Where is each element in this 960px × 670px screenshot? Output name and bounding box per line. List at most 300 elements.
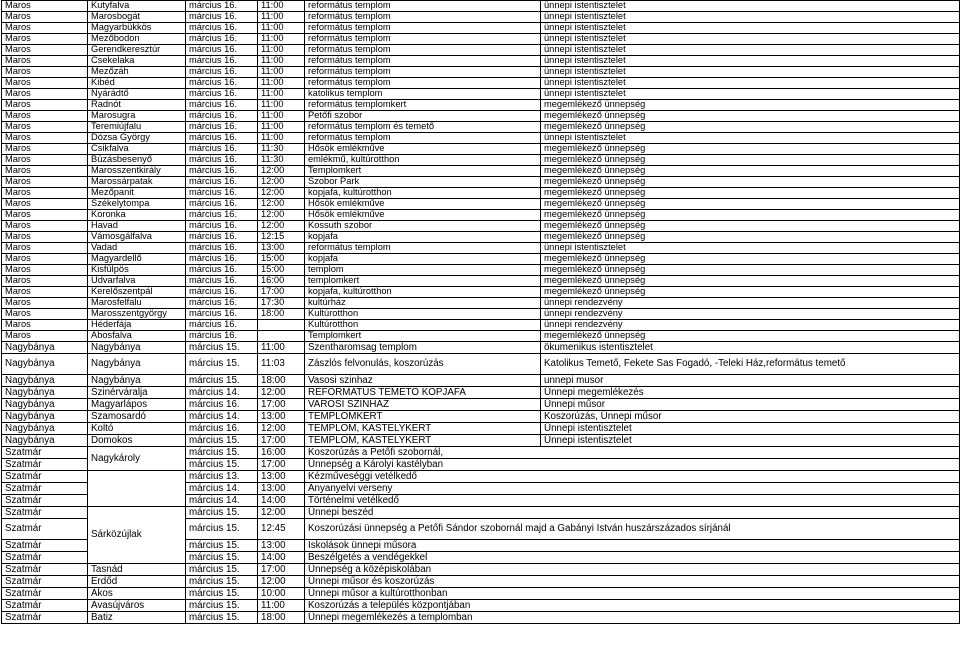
event-cell: ökumenikus istentisztelet [541,342,960,354]
county-cell: Nagybánya [2,411,88,423]
town-cell: Nyárádtő [88,89,186,100]
town-cell: Csekelaka [88,56,186,67]
county-cell: Maros [2,254,88,265]
event-cell: ünnepi istentisztelet [541,12,960,23]
venue-cell: Ünnepi műsor és koszorúzás [305,576,960,588]
venue-cell: kopjafa, kultúrotthon [305,287,541,298]
county-cell: Nagybánya [2,423,88,435]
time-cell: 11:00 [258,78,305,89]
county-cell: Maros [2,89,88,100]
time-cell: 13:00 [258,411,305,423]
table-row [2,254,960,265]
venue-cell: TEMPLOMKERT [305,411,541,423]
event-cell: megemlékező ünnepség [541,111,960,122]
date-cell: március 15. [186,435,258,447]
county-cell: Maros [2,309,88,320]
event-cell: ünnepi rendezvény [541,298,960,309]
county-cell: Nagybánya [2,375,88,387]
event-cell: ünnepi istentisztelet [541,89,960,100]
venue-cell: TEMPLOM, KASTELYKERT [305,423,541,435]
date-cell: március 16. [186,320,258,331]
county-cell: Maros [2,12,88,23]
table-row [2,1,960,12]
venue-cell: Hősök emlékműve [305,210,541,221]
table-row [2,342,960,354]
event-cell: megemlékező ünnepség [541,276,960,287]
table-row [2,612,960,624]
venue-cell: Kultúrotthon [305,309,541,320]
time-cell: 16:00 [258,447,305,459]
county-cell: Szatmár [2,519,88,540]
town-cell: Mezőbodon [88,34,186,45]
time-cell: 15:00 [258,265,305,276]
event-cell: ünnepi istentisztelet [541,243,960,254]
event-cell: megemlékező ünnepség [541,331,960,342]
town-cell: Marossárpatak [88,177,186,188]
table-row [2,375,960,387]
town-cell: Nagybánya [88,342,186,354]
town-cell: Kutyfalva [88,1,186,12]
time-cell: 12:00 [258,387,305,399]
town-cell: Radnót [88,100,186,111]
time-cell: 13:00 [258,243,305,254]
county-cell: Szatmár [2,564,88,576]
date-cell: március 16. [186,12,258,23]
county-cell: Szatmár [2,459,88,471]
event-cell: Ünnepi megemlékezés [541,387,960,399]
event-cell: Ünnepi műsor [541,399,960,411]
date-cell: március 16. [186,287,258,298]
county-cell: Maros [2,287,88,298]
county-cell: Maros [2,177,88,188]
date-cell: március 16. [186,298,258,309]
maros-events-table [1,0,960,342]
table-row [2,89,960,100]
event-cell: ünnepi istentisztelet [541,56,960,67]
table-row [2,276,960,287]
venue-cell: református templom [305,67,541,78]
time-cell: 12:00 [258,210,305,221]
date-cell: március 16. [186,89,258,100]
time-cell: 11:00 [258,67,305,78]
town-cell: Udvarfalva [88,276,186,287]
town-cell: Tasnád [88,564,186,576]
time-cell: 12:00 [258,576,305,588]
table-row [2,331,960,342]
venue-cell: Iskolások ünnepi műsora [305,540,960,552]
county-cell: Maros [2,45,88,56]
table-row [2,122,960,133]
county-cell: Maros [2,210,88,221]
date-cell: március 15. [186,375,258,387]
venue-cell: Hősök emlékműve [305,144,541,155]
town-cell: Teremiújfalu [88,122,186,133]
venue-cell: kopjafa [305,232,541,243]
time-cell: 17:00 [258,435,305,447]
venue-cell: REFORMATUS TEMETO KOPJAFA [305,387,541,399]
table-row [2,166,960,177]
table-row [2,507,960,519]
table-row [2,177,960,188]
time-cell [258,331,305,342]
table-row [2,243,960,254]
time-cell: 11:00 [258,45,305,56]
nagybanya-szatmar-events-table [1,341,960,624]
county-cell: Szatmár [2,471,88,483]
event-cell: ünnepi istentisztelet [541,1,960,12]
county-cell: Maros [2,122,88,133]
table-row [2,435,960,447]
date-cell: március 16. [186,111,258,122]
venue-cell: református templom [305,133,541,144]
venue-cell: Ünnepi beszéd [305,507,960,519]
time-cell: 12:00 [258,177,305,188]
date-cell: március 16. [186,331,258,342]
event-cell: Katolikus Temető, Fekete Sas Fogadó, -Teleki Ház,református temető [541,354,960,375]
time-cell: 13:00 [258,540,305,552]
date-cell: március 15. [186,447,258,459]
county-cell: Szatmár [2,612,88,624]
venue-cell: kultúrház [305,298,541,309]
date-cell: március 16. [186,254,258,265]
town-cell: Mezőpanit [88,188,186,199]
date-cell: március 16. [186,100,258,111]
town-cell: Koronka [88,210,186,221]
county-cell: Maros [2,144,88,155]
venue-cell: emlékmű, kultúrotthon [305,155,541,166]
maros-events-body [2,1,960,342]
town-cell: Sárközújlak [88,507,186,564]
county-cell: Szatmár [2,588,88,600]
time-cell: 12:00 [258,166,305,177]
county-cell: Szatmár [2,600,88,612]
date-cell: március 15. [186,576,258,588]
table-row [2,387,960,399]
time-cell: 13:00 [258,483,305,495]
date-cell: március 16. [186,399,258,411]
date-cell: március 16. [186,133,258,144]
county-cell: Maros [2,1,88,12]
time-cell: 17:00 [258,399,305,411]
time-cell: 11:00 [258,23,305,34]
event-cell: megemlékező ünnepség [541,287,960,298]
nagybanya-szatmar-events-body [2,342,960,624]
time-cell: 11:00 [258,600,305,612]
time-cell: 11:00 [258,56,305,67]
time-cell: 12:00 [258,199,305,210]
county-cell: Szatmár [2,540,88,552]
time-cell: 13:00 [258,471,305,483]
town-cell: Gerendkeresztúr [88,45,186,56]
county-cell: Maros [2,232,88,243]
county-cell: Maros [2,331,88,342]
date-cell: március 16. [186,34,258,45]
date-cell: március 14. [186,495,258,507]
date-cell: március 16. [186,166,258,177]
time-cell: 12:00 [258,423,305,435]
event-cell: megemlékező ünnepség [541,188,960,199]
time-cell: 11:00 [258,89,305,100]
date-cell: március 15. [186,612,258,624]
town-cell: Székelytompa [88,199,186,210]
date-cell: március 15. [186,342,258,354]
table-row [2,210,960,221]
time-cell: 12:15 [258,232,305,243]
event-cell: megemlékező ünnepség [541,221,960,232]
county-cell: Maros [2,199,88,210]
event-cell: ünnepi rendezvény [541,309,960,320]
venue-cell: Ünnepi megemlékezés a templomban [305,612,960,624]
table-row [2,320,960,331]
county-cell: Szatmár [2,576,88,588]
time-cell: 15:00 [258,254,305,265]
venue-cell: Koszorúzási ünnepség a Petőfi Sándor szobornál majd a Gabányi István huszárszázados sírjánál [305,519,960,540]
venue-cell: Vasosi szinhaz [305,375,541,387]
town-cell: Batiz [88,612,186,624]
time-cell: 11:00 [258,100,305,111]
town-cell: Magyarbükkös [88,23,186,34]
table-row [2,188,960,199]
county-cell: Szatmár [2,552,88,564]
venue-cell: Ünnepség a középiskolában [305,564,960,576]
date-cell: március 16. [186,221,258,232]
event-cell: ünnepi istentisztelet [541,78,960,89]
time-cell: 10:00 [258,588,305,600]
table-row [2,221,960,232]
time-cell: 12:45 [258,519,305,540]
county-cell: Szatmár [2,483,88,495]
venue-cell: református templom [305,12,541,23]
table-row [2,23,960,34]
table-row [2,411,960,423]
town-cell: Ákos [88,588,186,600]
venue-cell: Beszélgetés a vendégekkel [305,552,960,564]
date-cell: március 16. [186,155,258,166]
town-cell: Mezőzáh [88,67,186,78]
date-cell: március 15. [186,564,258,576]
date-cell: március 16. [186,78,258,89]
date-cell: március 16. [186,309,258,320]
date-cell: március 14. [186,387,258,399]
town-cell: Marosszentkirály [88,166,186,177]
date-cell: március 16. [186,199,258,210]
event-cell: unnepi musor [541,375,960,387]
town-cell: Erdőd [88,576,186,588]
date-cell: március 15. [186,588,258,600]
time-cell: 11:00 [258,133,305,144]
town-cell: Kisfülpös [88,265,186,276]
event-cell: megemlékező ünnepség [541,254,960,265]
venue-cell: református templom [305,23,541,34]
venue-cell: Történelmi vetélkedő [305,495,960,507]
town-cell: Domokos [88,435,186,447]
time-cell [258,320,305,331]
table-row [2,564,960,576]
time-cell: 11:03 [258,354,305,375]
table-row [2,287,960,298]
date-cell: március 15. [186,540,258,552]
town-cell: Nagybánya [88,354,186,375]
county-cell: Maros [2,111,88,122]
table-row [2,78,960,89]
venue-cell: Petőfi szobor [305,111,541,122]
date-cell: március 16. [186,67,258,78]
venue-cell: Hősök emlékműve [305,199,541,210]
town-cell: Nagybánya [88,375,186,387]
town-cell: Kerelőszentpál [88,287,186,298]
venue-cell: templom [305,265,541,276]
date-cell: március 15. [186,459,258,471]
venue-cell: Anyanyelvi verseny [305,483,960,495]
town-cell: Csikfalva [88,144,186,155]
date-cell: március 16. [186,23,258,34]
county-cell: Maros [2,34,88,45]
town-cell: Koltó [88,423,186,435]
time-cell: 11:30 [258,155,305,166]
time-cell: 18:00 [258,612,305,624]
event-cell: ünnepi rendezvény [541,320,960,331]
event-cell: ünnepi istentisztelet [541,133,960,144]
date-cell: március 13. [186,471,258,483]
date-cell: március 16. [186,144,258,155]
table-row [2,199,960,210]
venue-cell: Koszorúzás a Petőfi szobornál, [305,447,960,459]
date-cell: március 16. [186,265,258,276]
venue-cell: református templom [305,243,541,254]
county-cell: Maros [2,78,88,89]
table-row [2,447,960,459]
table-row [2,34,960,45]
town-cell: Abosfalva [88,331,186,342]
town-cell: Avasújváros [88,600,186,612]
venue-cell: Szentharomsag templom [305,342,541,354]
table-row [2,232,960,243]
town-cell: Vadad [88,243,186,254]
town-cell [88,471,186,507]
table-row [2,298,960,309]
town-cell: Marosfelfalu [88,298,186,309]
time-cell: 11:00 [258,34,305,45]
table-row [2,12,960,23]
time-cell: 14:00 [258,495,305,507]
date-cell: március 15. [186,552,258,564]
event-cell: megemlékező ünnepség [541,155,960,166]
table-row [2,600,960,612]
event-cell: megemlékező ünnepség [541,166,960,177]
venue-cell: református templomkert [305,100,541,111]
county-cell: Szatmár [2,495,88,507]
county-cell: Maros [2,155,88,166]
county-cell: Maros [2,23,88,34]
venue-cell: református templom [305,78,541,89]
table-row [2,399,960,411]
event-cell: megemlékező ünnepség [541,265,960,276]
event-cell: Koszorúzás, Ünnepi műsor [541,411,960,423]
venue-cell: Ünnepség a Károlyi kastélyban [305,459,960,471]
event-cell: megemlékező ünnepség [541,210,960,221]
venue-cell: Templomkert [305,166,541,177]
time-cell: 18:00 [258,309,305,320]
venue-cell: katolikus templom [305,89,541,100]
time-cell: 11:00 [258,122,305,133]
table-row [2,100,960,111]
town-cell: Kibéd [88,78,186,89]
table-row [2,144,960,155]
table-row [2,423,960,435]
time-cell: 17:30 [258,298,305,309]
table-row [2,588,960,600]
county-cell: Maros [2,265,88,276]
table-row [2,56,960,67]
time-cell: 17:00 [258,564,305,576]
venue-cell: református templom [305,45,541,56]
venue-cell: református templom [305,34,541,45]
event-cell: ünnepi istentisztelet [541,45,960,56]
time-cell: 12:00 [258,188,305,199]
date-cell: március 15. [186,600,258,612]
county-cell: Maros [2,298,88,309]
venue-cell: Kossuth szobor [305,221,541,232]
table-row [2,471,960,483]
date-cell: március 16. [186,276,258,287]
time-cell: 12:00 [258,507,305,519]
county-cell: Maros [2,67,88,78]
table-row [2,67,960,78]
county-cell: Szatmár [2,447,88,459]
venue-cell: református templom [305,1,541,12]
event-cell: ünnepi istentisztelet [541,23,960,34]
event-cell: ünnepi istentisztelet [541,34,960,45]
venue-cell: Kézműveséggi vetélkedő [305,471,960,483]
town-cell: Marosbogát [88,12,186,23]
table-row [2,45,960,56]
county-cell: Maros [2,221,88,232]
county-cell: Nagybánya [2,435,88,447]
date-cell: március 16. [186,243,258,254]
table-row [2,309,960,320]
county-cell: Szatmár [2,507,88,519]
county-cell: Nagybánya [2,399,88,411]
time-cell: 11:00 [258,342,305,354]
venue-cell: TEMPLOM, KASTELYKERT [305,435,541,447]
county-cell: Nagybánya [2,387,88,399]
town-cell: Búzásbesenyő [88,155,186,166]
event-cell: megemlékező ünnepség [541,177,960,188]
date-cell: március 16. [186,188,258,199]
time-cell: 17:00 [258,287,305,298]
time-cell: 11:00 [258,111,305,122]
venue-cell: Zászlós felvonulás, koszorúzás [305,354,541,375]
venue-cell: Templomkert [305,331,541,342]
county-cell: Maros [2,320,88,331]
event-cell: megemlékező ünnepség [541,122,960,133]
town-cell: Szinérváralja [88,387,186,399]
table-row [2,155,960,166]
date-cell: március 15. [186,354,258,375]
town-cell: Dózsa György [88,133,186,144]
county-cell: Nagybánya [2,342,88,354]
venue-cell: Koszorúzás a település központjában [305,600,960,612]
date-cell: március 15. [186,507,258,519]
date-cell: március 16. [186,1,258,12]
county-cell: Maros [2,166,88,177]
county-cell: Maros [2,100,88,111]
time-cell: 12:00 [258,221,305,232]
table-row [2,133,960,144]
event-cell: ünnepi istentisztelet [541,67,960,78]
venue-cell: templomkert [305,276,541,287]
date-cell: március 16. [186,423,258,435]
